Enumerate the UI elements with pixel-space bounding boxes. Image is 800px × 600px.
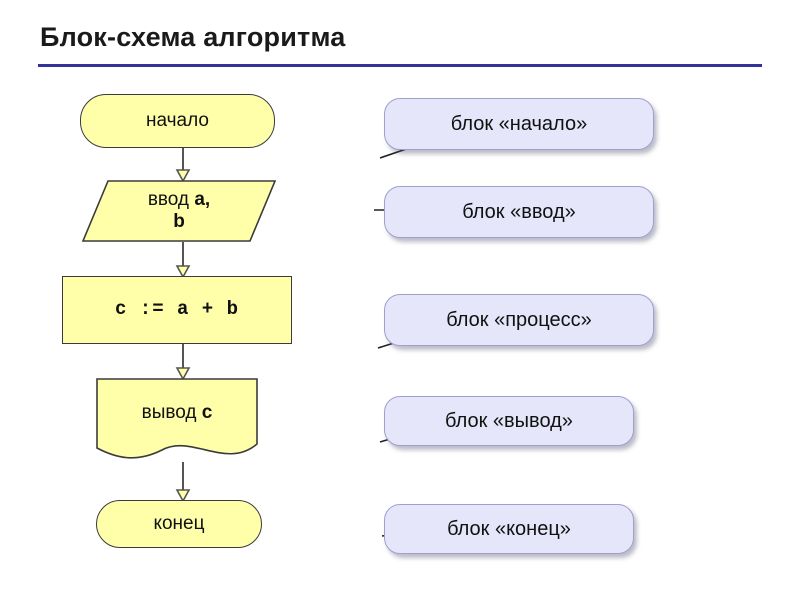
callout-output-label: блок «вывод» bbox=[445, 409, 573, 432]
page-title: Блок-схема алгоритма bbox=[40, 22, 346, 52]
output-label-var-c: c bbox=[201, 402, 213, 423]
output-label-prefix: вывод bbox=[141, 402, 202, 423]
callout-input-label: блок «ввод» bbox=[462, 200, 576, 223]
flowchart-node-input-label bbox=[82, 180, 276, 242]
callout-process bbox=[384, 294, 654, 346]
callout-input bbox=[384, 186, 654, 238]
connector-process-to-output bbox=[176, 344, 190, 380]
callout-end-label: блок «конец» bbox=[447, 517, 571, 540]
callout-process-label: блок «процесс» bbox=[446, 308, 592, 331]
title-divider bbox=[38, 64, 762, 67]
connector-output-to-end bbox=[176, 462, 190, 502]
flowchart-node-output-label bbox=[96, 378, 258, 462]
callout-start bbox=[384, 98, 654, 150]
callout-end bbox=[384, 504, 634, 554]
connector-start-to-input bbox=[176, 148, 190, 182]
input-label-var-b: b bbox=[173, 211, 185, 232]
flowchart-node-start-label: начало bbox=[146, 110, 209, 132]
flowchart-node-process-label: c := a + b bbox=[114, 298, 240, 321]
flowchart-node-end bbox=[96, 500, 262, 548]
callout-output bbox=[384, 396, 634, 446]
flowchart-node-process bbox=[62, 276, 292, 344]
input-label-var-a: a, bbox=[194, 189, 211, 211]
callout-start-label: блок «начало» bbox=[450, 112, 588, 135]
connector-input-to-process bbox=[176, 242, 190, 278]
input-label-prefix: ввод bbox=[147, 189, 195, 211]
flowchart-node-end-label: конец bbox=[153, 513, 205, 535]
flowchart-node-start bbox=[80, 94, 275, 148]
flowchart-node-input bbox=[82, 180, 276, 242]
flowchart-diagram bbox=[0, 80, 370, 580]
flowchart-node-output bbox=[96, 378, 258, 462]
